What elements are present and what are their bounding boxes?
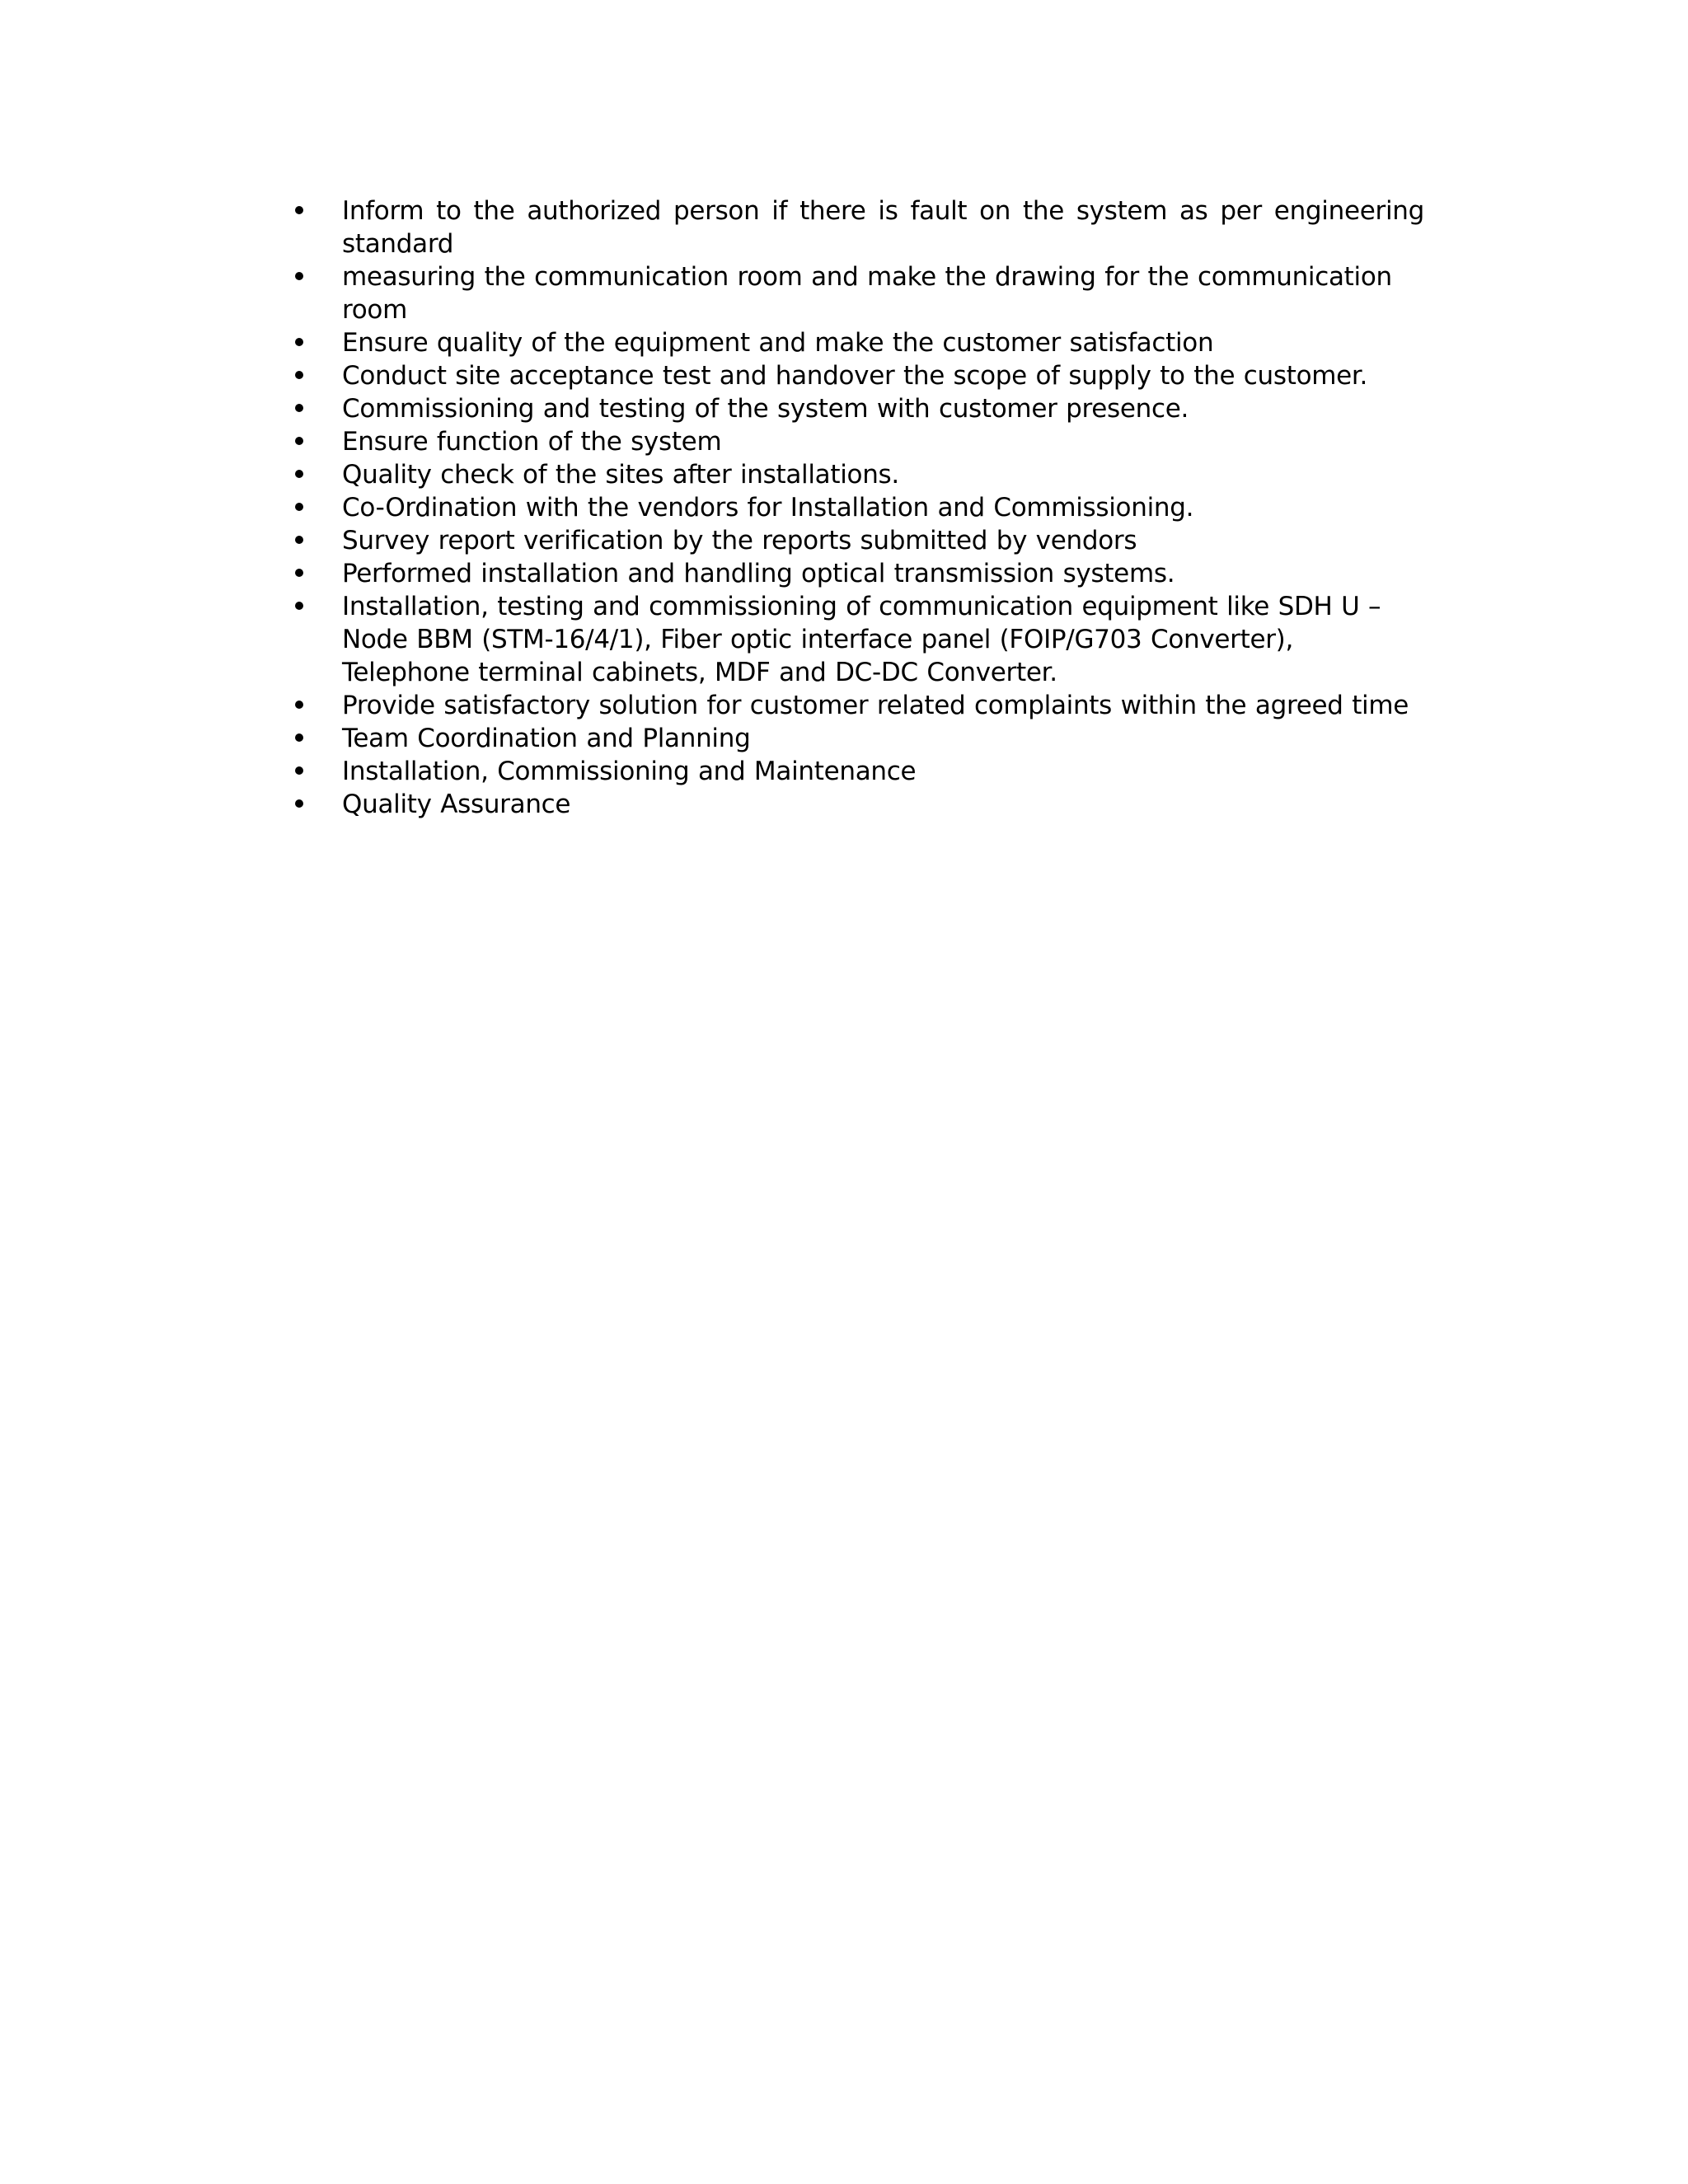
bullet-icon [295, 338, 303, 346]
list-item-text: Survey report verification by the reports submitted by vendors [342, 526, 1137, 555]
list-item [295, 326, 1424, 359]
list-item-text: Performed installation and handling optical transmission systems. [342, 559, 1175, 588]
list-item [295, 260, 1424, 326]
list-item-text: measuring the communication room and make the drawing for the communication room [342, 262, 1392, 325]
list-item-text: Quality check of the sites after installations. [342, 460, 899, 490]
list-item [295, 194, 1424, 260]
bullet-icon [295, 470, 303, 478]
bullet-icon [295, 766, 303, 775]
bullet-icon [295, 371, 303, 379]
list-item-text: Quality Assurance [342, 790, 571, 819]
list-item [295, 359, 1424, 392]
bullet-icon [295, 733, 303, 742]
list-item [295, 590, 1424, 689]
bullet-icon [295, 404, 303, 412]
list-item-text: Ensure function of the system [342, 427, 722, 457]
list-item [295, 722, 1424, 755]
list-item-text: Installation, testing and commissioning of communication equipment like SDH U –Node BBM (STM-16/4/1), Fiber optic interface panel (FOIP/G703 Converter), Telephone terminal cabinets, MDF and DC-DC Converter. [342, 592, 1381, 687]
bullet-icon [295, 701, 303, 709]
list-item-text: Ensure quality of the equipment and make the customer satisfaction [342, 328, 1214, 358]
list-item [295, 557, 1424, 590]
bullet-icon [295, 503, 303, 511]
list-item-text: Conduct site acceptance test and handover the scope of supply to the customer. [342, 361, 1368, 391]
list-item-text: Provide satisfactory solution for customer related complaints within the agreed time [342, 691, 1409, 720]
bullet-icon [295, 536, 303, 544]
list-item-text: Inform to the authorized person if there is fault on the system as per engineering standard [342, 196, 1424, 259]
list-item [295, 788, 1424, 821]
list-item [295, 458, 1424, 491]
bullet-icon [295, 799, 303, 808]
list-item [295, 425, 1424, 458]
list-item-text: Installation, Commissioning and Maintenance [342, 757, 917, 786]
list-item [295, 524, 1424, 557]
list-item [295, 491, 1424, 524]
bullet-icon [295, 569, 303, 577]
list-item [295, 689, 1424, 722]
bullet-icon [295, 602, 303, 610]
bullet-icon [295, 272, 303, 280]
list-item-text: Team Coordination and Planning [342, 724, 751, 753]
responsibilities-list [295, 194, 1424, 821]
list-item [295, 392, 1424, 425]
list-item [295, 755, 1424, 788]
bullet-icon [295, 437, 303, 445]
list-item-text: Co-Ordination with the vendors for Installation and Commissioning. [342, 493, 1194, 523]
list-item-text: Commissioning and testing of the system with customer presence. [342, 394, 1189, 424]
bullet-icon [295, 206, 303, 214]
